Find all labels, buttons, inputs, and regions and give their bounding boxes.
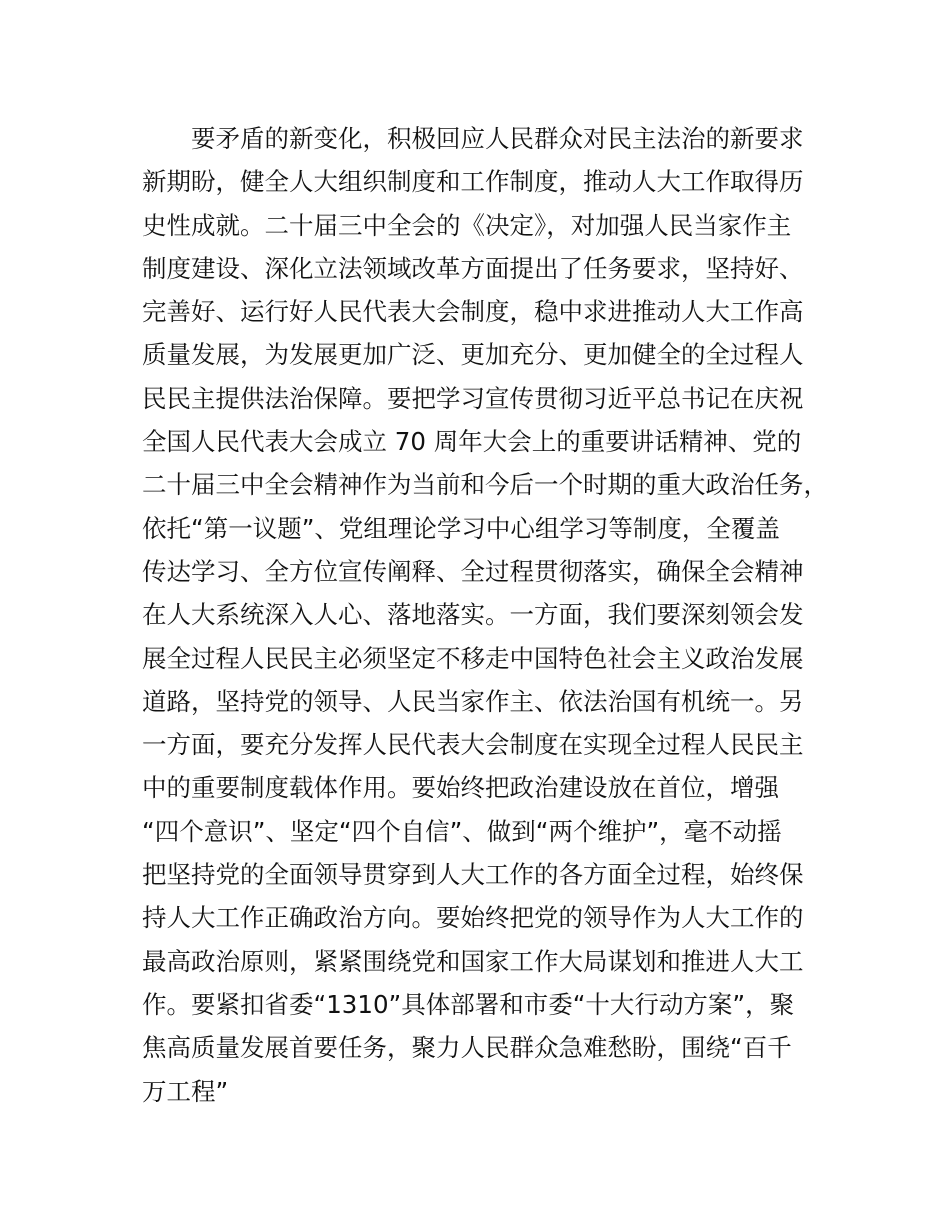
text-line: 中的重要制度载体作用。要始终把政治建设放在首位，增强 [142, 773, 779, 803]
text-line: 展全过程人民民主必须坚定不移走中国特色社会主义政治发展 [142, 643, 804, 673]
text-line: 焦高质量发展首要任务，聚力人民群众急难愁盼，围绕“百千 [142, 1033, 792, 1063]
text-line: 新期盼，健全人大组织制度和工作制度，推动人大工作取得历 [142, 167, 804, 197]
document-page [142, 117, 842, 1113]
text-line: 依托“第一议题”、党组理论学习中心组学习等制度，全覆盖 [142, 513, 780, 543]
text-line: 全国人民代表大会成立 70 周年大会上的重要讲话精神、党的 [142, 427, 802, 457]
text-line: 质量发展，为发展更加广泛、更加充分、更加健全的全过程人 [142, 340, 804, 370]
text-line: 持人大工作正确政治方向。要始终把党的领导作为人大工作的 [142, 903, 804, 933]
text-line: 民民主提供法治保障。要把学习宣传贯彻习近平总书记在庆祝 [142, 383, 804, 413]
text-line: 要矛盾的新变化，积极回应人民群众对民主法治的新要求 [191, 124, 804, 153]
text-line: 道路，坚持党的领导、人民当家作主、依法治国有机统一。另 [142, 686, 804, 716]
text-line: “四个意识”、坚定“四个自信”、做到“两个维护”，毫不动摇 [142, 816, 782, 846]
text-line: 把坚持党的全面领导贯穿到人大工作的各方面全过程，始终保 [142, 860, 804, 890]
text-line: 制度建设、深化立法领域改革方面提出了任务要求，坚持好、 [142, 253, 804, 283]
text-line: 史性成就。二十届三中全会的《决定》，对加强人民当家作主 [142, 210, 792, 240]
text-line: 万工程” [142, 1076, 229, 1106]
text-line: 最高政治原则，紧紧围绕党和国家工作大局谋划和推进人大工 [142, 946, 804, 976]
text-line: 传达学习、全方位宣传阐释、全过程贯彻落实，确保全会精神 [142, 556, 804, 586]
text-line: 二十届三中全会精神作为当前和今后一个时期的重大政治任务， [142, 470, 828, 500]
text-line: 作。要紧扣省委“1310”具体部署和市委“十大行动方案”，聚 [142, 989, 795, 1019]
text-line: 一方面，要充分发挥人民代表大会制度在实现全过程人民民主 [142, 730, 804, 760]
text-line: 完善好、运行好人民代表大会制度，稳中求进推动人大工作高 [142, 297, 804, 327]
text-line: 在人大系统深入人心、落地落实。一方面，我们要深刻领会发 [142, 600, 804, 630]
